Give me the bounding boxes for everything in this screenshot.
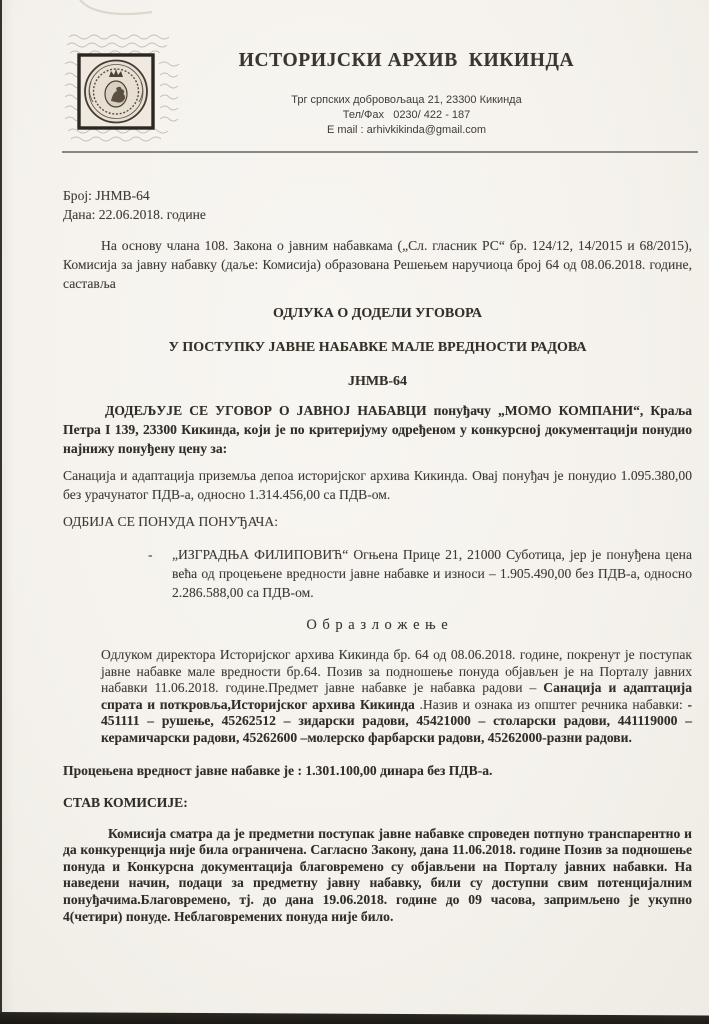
decision-subtitle: У ПОСТУПКУ ЈАВНЕ НАБАВКЕ МАЛЕ ВРЕДНОСТИ РАДОВА (168, 340, 587, 355)
rejection-heading: ОДБИЈА СЕ ПОНУДА ПОНУЂАЧА: (63, 514, 278, 529)
scan-edge-bottom (0, 1012, 709, 1024)
award-paragraph: ДОДЕЉУЈЕ СЕ УГОВОР О ЈАВНОЈ НАБАВЦИ понуђачу „МОМО КОМПАНИ“, Краља Петра I 139, 23300 Кикинда, који је по критеријуму одређеном у конкурсној документацији понудио најнижу понуђену цену за: (63, 403, 692, 456)
rejected-bidder-text: „ИЗГРАДЊА ФИЛИПОВИЋ“ Огњена Прице 21, 21000 Суботица, јер је понуђена цена већа од процењене вредности јавне набавке и износи – 1.905.490,00 без ПДВ-а, односно 2.286.588,00 са ПДВ-ом. (172, 547, 692, 600)
doc-number: Број: ЈНМВ-64 (63, 188, 150, 203)
rationale-paragraph (101, 647, 692, 747)
rejected-bidder-item (148, 545, 692, 602)
award-detail-paragraph: Санација и адаптација приземља депоа историјског архива Кикинда. Овај понуђач је понудио 1.095.380,00 без урачунатог ПДВ-а, односно 1.314.456,00 са ПДВ-ом. (63, 468, 692, 502)
org-name: ИСТОРИЈСКИ АРХИВ КИКИНДА (238, 50, 575, 71)
rationale-text-2: .Назив и ознака из општег речника набавки: (414, 696, 688, 712)
rationale-text-1: Одлуком директора Историјског архива Кикинда бр. 64 од 08.06.2018. године, покренут је поступак јавне набавке мале вредности бр.64. Позив за подношење понуда објављен је на Порталу јавних набавки 11.06.2018. године.Предмет јавне набавке је набавка радови – (101, 647, 692, 696)
document-body (63, 186, 692, 925)
decision-ref-number: ЈНМВ-64 (347, 374, 408, 389)
doc-meta (63, 186, 692, 224)
rationale-subject-bold: Санација и адаптација спрата и поткровља,Историјског архива Кикинда (101, 680, 692, 712)
header-divider (62, 151, 698, 153)
intro-paragraph: На основу члана 108. Закона о јавним набавкама („Сл. гласник РС“ бр. 124/12, 14/2015 и 68/2015), Комисија за јавну набавку (даље: Комисија) образована Решењем наручиоца број 64 од 08.06.2018. године, саставља (63, 238, 692, 291)
rationale-cpv-codes-bold: - 451111 – рушење, 45262512 – зидарски радови, 45421000 – столарски радови, 441119000 – керамичарски радови, 45262600 –молерско фарбарски радови, 45262000-разни радови. (101, 696, 692, 745)
letterhead (63, 30, 692, 144)
org-phone: Тел/Фах 0230/ 422 - 187 (342, 109, 471, 121)
list-dash: - (148, 547, 153, 562)
org-contact-block (181, 93, 632, 138)
committee-stance-paragraph: Комисија сматра да је предметни поступак јавне набавке спроведен потпуно транспарентно и да конкуренција није била ограничена. Сагласно Закону, дана 11.06.2018. године Позив за подношење понуда и Конкурсна документација благовремено су објављени на Порталу јавних набавки. На наведени начин, подаци за предметну јавну набавку, били су доступни свим потенцијалним понуђачима.Благовремено, тј. до дана 19.06.2018. године до 09 часова, запримљено је укупно 4(четири) понуде. Неблаговремених понуда није било. (63, 825, 692, 924)
doc-date: Дана: 22.06.2018. године (63, 207, 206, 222)
decision-title: ОДЛУКА О ДОДЕЛИ УГОВОРА (273, 306, 482, 321)
archive-seal-logo (63, 30, 181, 144)
org-address: Трг српских добровољаца 21, 23300 Кикинда (291, 94, 522, 106)
estimated-value-line: Процењена вредност јавне набавке је : 1.301.100,00 динара без ПДВ-а. (63, 762, 493, 778)
page-fold-mark (48, 0, 158, 24)
scan-edge-left (0, 0, 2, 1024)
letterhead-text (181, 30, 692, 144)
committee-stance-heading: СТАВ КОМИСИЈЕ: (63, 794, 188, 810)
org-email: E mail : arhivkikinda@gmail.com (326, 124, 487, 136)
rationale-heading: О б р а з л о ж е њ е (306, 617, 449, 633)
